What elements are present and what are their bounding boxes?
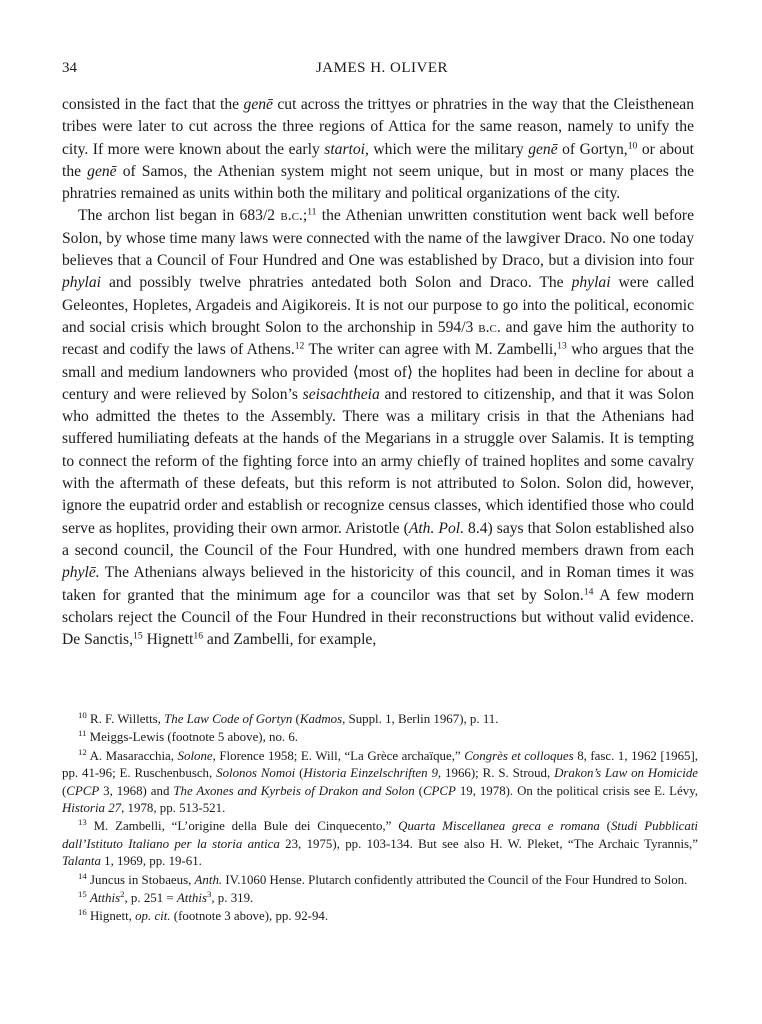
italic-text: Talanta xyxy=(62,854,101,869)
italic-text: phylai xyxy=(571,274,611,292)
italic-text: genē xyxy=(528,140,558,158)
footnote-13: $^{13}$ M. Zambelli, “L’origine della Bule dei Cinquecento,” Quarta Miscellanea greca e romana (Studi Pubblicati dall’Istituto Italiano per la storia antica 23, 1975), pp. 103-134. But see also H. W. Pleket, “The Archaic Tyrannis,” Talanta 1, 1969, pp. 19-61. xyxy=(62,817,698,869)
note-ref: 15 xyxy=(78,889,87,900)
paragraph-2: The archon list began in 683/2 b.c.;$^{11}$ the Athenian unwritten constitution went back well before Solon, by whose time many laws were connected with the name of the lawgiver Draco. No one today believes that a Council of Four Hundred and One was established by Draco, but a division into four phylai and possibly twelve phratries antedated both Solon and Draco. The phylai were called Geleontes, Hopletes, Argadeis and Aigikoreis. It is not our purpose to go into the political, economic and social crisis which brought Solon to the archonship in 594/3 b.c. and gave him the authority to recast and codify the laws of Athens.$^{12}$ The writer can agree with M. Zambelli,$^{13}$ who argues that the small and medium landowners who provided ⟨most of⟩ the hoplites had been in decline for about a century and were relieved by Solon’s seisachtheia and restored to citizenship, and that it was Solon who admitted the thetes to the Assembly. There was a military crisis in that the Athenians had suffered humiliating defeats at the hands of the Megarians in a struggle over Salamis. It is tempting to connect the reform of the fighting force into an army chiefly of trained hoplites and some cavalry with the aftermath of these defeats, but this reform is not attributed to Solon. Solon did, however, ignore the eupatrid order and establish or recognize census classes, which identified those who could serve as hoplites, providing their own armor. Aristotle (Ath. Pol. 8.4) says that Solon established also a second council, the Council of the Four Hundred, with one hundred members drawn from each phylē. The Athenians always believed in the historicity of this council, and in Roman times it was taken for granted that the minimum age for a councilor was that set by Solon.$^{14}$ A few modern scholars reject the Council of the Four Hundred in their reconstructions but without valid evidence. De Sanctis,$^{15}$ Hignett$^{16}$ and Zambelli, for example, xyxy=(62,207,695,649)
italic-text: genē xyxy=(87,162,117,180)
note-ref: 16 xyxy=(78,907,87,918)
italic-text: Solone, xyxy=(177,748,216,763)
italic-text: CPCP xyxy=(422,783,456,798)
footnote-15: $^{15}$ Atthis$^2$, p. 251 = Atthis$^3$, p. 319. xyxy=(78,889,254,906)
note-ref: 12 xyxy=(78,747,87,757)
note-ref: 16 xyxy=(193,630,204,642)
italic-text: genē xyxy=(243,96,273,113)
italic-text: The Law Code of Gortyn xyxy=(164,712,293,726)
note-ref: 12 xyxy=(294,340,305,352)
italic-text: Studi Pubblicati dall’Istituto Italiano per la storia antica xyxy=(62,819,698,851)
note-ref: 14 xyxy=(78,870,87,881)
footnote-11: $^{11}$ Meiggs-Lewis (footnote 5 above), no. 6. xyxy=(78,728,299,745)
footnote-10: $^{10}$ R. F. Willetts, The Law Code of Gortyn (Kadmos, Suppl. 1, Berlin 1967), p. 11. xyxy=(78,710,499,726)
note-ref: 10 xyxy=(78,710,87,721)
note-ref: 13 xyxy=(78,817,87,828)
italic-text: op. cit. xyxy=(135,909,171,924)
page-number: 34 xyxy=(62,60,77,76)
italic-text: Historia 27, xyxy=(62,801,125,816)
italic-text: Congrès et colloques xyxy=(464,748,574,763)
italic-text: CPCP xyxy=(66,783,100,798)
footnotes xyxy=(62,711,698,926)
italic-text: seisachtheia xyxy=(302,385,380,403)
note-ref: 11 xyxy=(307,207,317,219)
main-text xyxy=(62,94,694,651)
note-ref: 15 xyxy=(133,630,143,642)
italic-text: startoi, xyxy=(324,140,369,158)
italic-text: Quarta Miscellanea greca e romana xyxy=(398,819,600,834)
italic-text: The Axones and Kyrbeis of Drakon and Solon xyxy=(173,783,415,798)
page-header xyxy=(62,60,702,82)
italic-text: phylai xyxy=(62,274,101,292)
running-head: JAMES H. OLIVER xyxy=(315,60,449,76)
note-ref: 14 xyxy=(583,586,594,598)
footnote-16: $^{16}$ Hignett, op. cit. (footnote 3 above), pp. 92-94. xyxy=(78,907,329,924)
note-ref: 13 xyxy=(557,340,567,352)
paragraph-1: consisted in the fact that the genē cut across the trittyes or phratries in the way that the Cleisthenean tribes were later to cut across the three regions of Attica for the same reason, namely to unify the city. If more were known about the early startoi, which were the military genē of Gortyn,$^{10}$ or about the genē of Samos, the Athenian system might not seem unique, but in most or many places the phratries remained as units within both the military and political organizations of the city. xyxy=(62,96,694,203)
italic-text: Kadmos, xyxy=(299,712,346,726)
italic-text: Anth. xyxy=(194,872,223,887)
italic-text: Atthis xyxy=(90,891,121,906)
italic-text: Drakon’s Law on Homicide xyxy=(554,766,699,781)
italic-text: phylē. xyxy=(62,564,100,582)
note-ref: 3 xyxy=(206,889,212,900)
note-ref: 11 xyxy=(78,728,87,739)
small-caps-text: b.c. xyxy=(280,207,303,225)
italic-text: Historia Einzelschriften 9, xyxy=(303,766,442,781)
italic-text: Ath. Pol. xyxy=(408,519,464,537)
footnote-14: $^{14}$ Juncus in Stobaeus, Anth. IV.1060 Hense. Plutarch confidently attributed the Council of the Four Hundred to Solon. xyxy=(78,870,688,887)
note-ref: 2 xyxy=(120,889,125,900)
footnote-12: $^{12}$ A. Masaracchia, Solone, Florence 1958; E. Will, “La Grèce archaïque,” Congrès et colloques 8, fasc. 1, 1962 [1965], pp. 41-96; E. Ruschenbusch, Solonos Nomoi (Historia Einzelschriften 9, 1966); R. S. Stroud, Drakon’s Law on Homicide (CPCP 3, 1968) and The Axones and Kyrbeis of Drakon and Solon (CPCP 19, 1978). On the political crisis see E. Lévy, Historia 27, 1978, pp. 513-521. xyxy=(62,747,699,816)
italic-text: Atthis xyxy=(176,891,207,906)
note-ref: 10 xyxy=(627,140,638,152)
italic-text: Solonos Nomoi xyxy=(216,766,296,781)
small-caps-text: b.c. xyxy=(478,318,501,336)
